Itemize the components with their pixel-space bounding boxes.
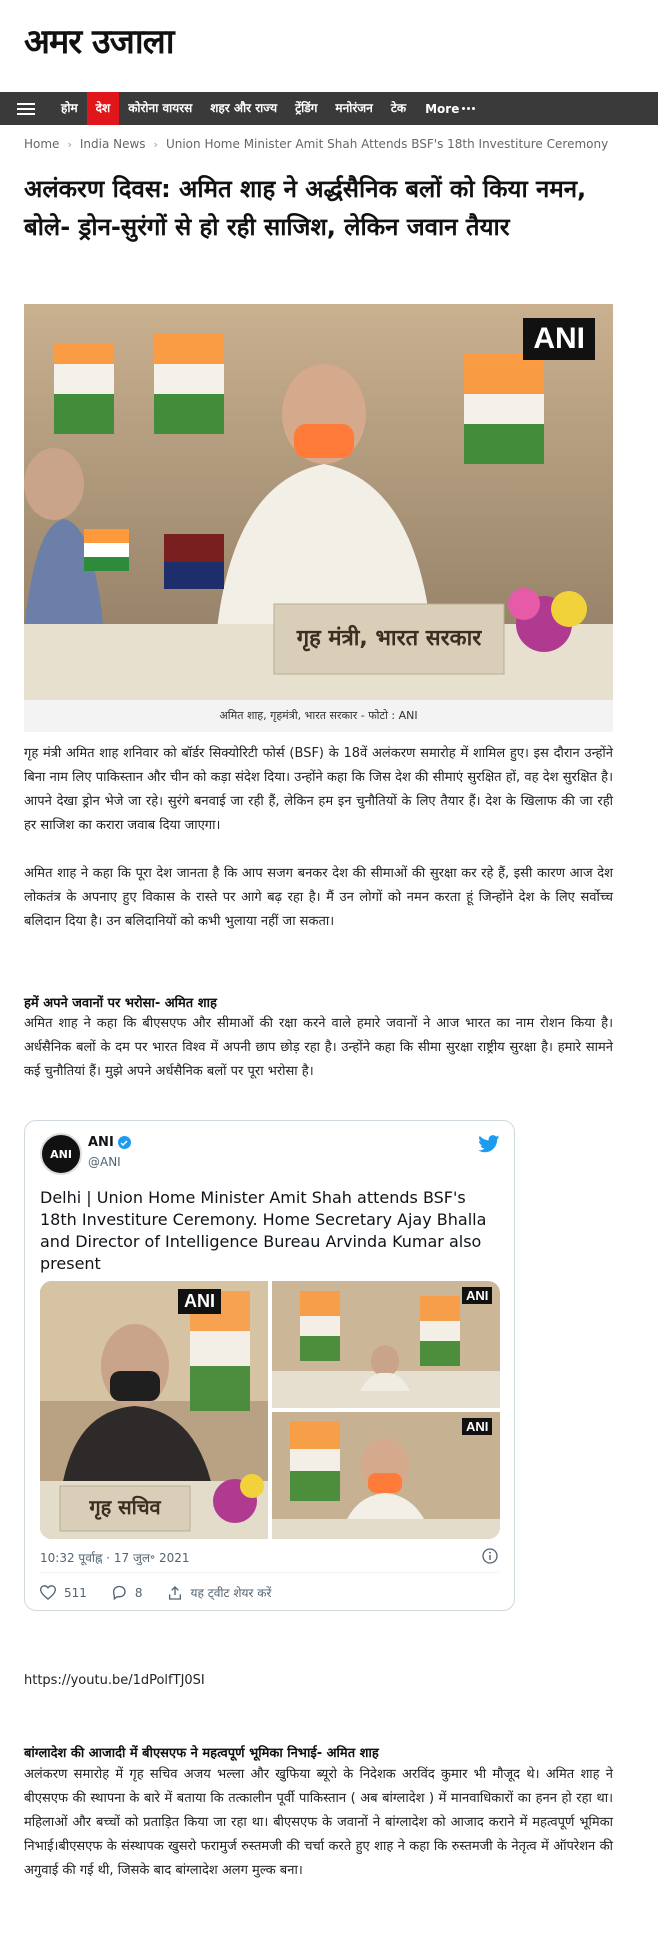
reply-count: 8 xyxy=(134,1585,143,1600)
share-label: यह ट्वीट शेयर करें xyxy=(190,1586,272,1600)
reply-button[interactable] xyxy=(111,1585,143,1600)
breadcrumb-india-news[interactable]: India News xyxy=(79,137,146,151)
tweet-media[interactable] xyxy=(40,1281,500,1539)
reply-icon xyxy=(111,1585,127,1600)
share-tweet-button[interactable] xyxy=(167,1584,272,1601)
twitter-bird-icon[interactable] xyxy=(478,1135,500,1157)
article-subheading-2: बांग्लादेश की आजादी में बीएसएफ ने महत्वपूर्ण भूमिका निभाई- अमित शाह xyxy=(24,1746,379,1761)
embedded-tweet[interactable] xyxy=(24,1120,515,1611)
nav-more-label: More xyxy=(425,101,460,116)
main-nav xyxy=(0,92,658,125)
like-count: 511 xyxy=(64,1585,87,1600)
nav-item-corona[interactable]: कोरोना वायरस xyxy=(128,101,193,115)
breadcrumb xyxy=(24,137,608,151)
nav-item-desh[interactable]: देश xyxy=(87,92,120,125)
breadcrumb-home[interactable]: Home xyxy=(24,137,60,151)
tweet-actions xyxy=(40,1584,271,1601)
tweet-divider xyxy=(40,1572,499,1573)
tweet-avatar[interactable]: ANI xyxy=(40,1133,82,1175)
tweet-media-placard: गृह सचिव xyxy=(89,1495,161,1519)
tweet-text: Delhi | Union Home Minister Amit Shah attends BSF's 18th Investiture Ceremony. Home Secretary Ajay Bhalla and Director of Intelligence Bureau Arvinda Kumar also present xyxy=(40,1188,487,1273)
tweet-timestamp[interactable]: 10:32 पूर्वाह्न · 17 जुल॰ 2021 xyxy=(40,1551,190,1565)
hamburger-icon xyxy=(17,103,35,115)
tweet-media-watermark-2: ANI xyxy=(462,1287,492,1304)
hero-caption: अमित शाह, गृहमंत्री, भारत सरकार - फोटो : ANI xyxy=(24,700,613,732)
chevron-right-icon: › xyxy=(67,137,72,151)
chevron-right-icon: › xyxy=(153,137,158,151)
tweet-media-watermark-3: ANI xyxy=(462,1418,492,1435)
youtube-link[interactable]: https://youtu.be/1dPolfTJ0SI xyxy=(24,1673,205,1688)
verified-badge-icon xyxy=(118,1136,131,1149)
article-headline: अलंकरण दिवस: अमित शाह ने अर्द्धसैनिक बलों को किया नमन, बोले- ड्रोन-सुरंगों से हो रही साजिश, लेकिन जवान तैयार xyxy=(24,175,587,241)
info-icon[interactable] xyxy=(482,1548,498,1568)
nav-item-tech[interactable]: टेक xyxy=(390,101,407,115)
nav-more-button[interactable] xyxy=(415,102,485,116)
ani-watermark: ANI xyxy=(523,318,595,360)
article-paragraph-2: अमित शाह ने कहा कि पूरा देश जानता है कि आप सजग बनकर देश की सीमाओं की सुरक्षा कर रहे हैं, इसी कारण आज देश लोकतंत्र के अपनाए हुए विकास के रास्ते पर आगे बढ़ रहा है। मैं उन लोगों को नमन करता हूं जिन्होंने देश के लिए सर्वोच्च बलिदान दिया है। उन बलिदानियों को कभी भुलाया नहीं जा सकता। xyxy=(24,866,613,929)
breadcrumb-current: Union Home Minister Amit Shah Attends BSF's 18th Investiture Ceremony xyxy=(165,137,609,151)
tweet-media-watermark-1: ANI xyxy=(178,1289,221,1314)
article-paragraph-3: अमित शाह ने कहा कि बीएसएफ और सीमाओं की रक्षा करने वाले हमारे जवानों ने आज भारत का नाम रोशन किया है। अर्धसैनिक बलों के दम पर भारत विश्व में अपनी छाप छोड़ रहा है। उन्होंने कहा कि सीमा सुरक्षा राष्ट्रीय सुरक्षा है। हमारे सामने कई चुनौतियां हैं। मुझे अपने अर्धसैनिक बलों पर पूरा भरोसा है। xyxy=(24,1016,613,1079)
article-paragraph-4: अलंकरण समारोह में गृह सचिव अजय भल्ला और खुफिया ब्यूरो के निदेशक अरविंद कुमार भी मौजूद थे। अमित शाह ने बीएसएफ की स्थापना के बारे में बताया कि तत्कालीन पूर्वी पाकिस्तान ( अब बांग्लादेश ) में मानवाधिकारों का हनन हो रहा था। महिलाओं और बच्चों को प्रताड़ित किया जा रहा था। बीएसएफ के जवानों ने बांग्लादेश को आजाद कराने में महत्वपूर्ण भूमिका निभाई।बीएसएफ के संस्थापक खुसरो फरामुर्ज रुस्तमजी की चर्चा करते हुए शाह ने कहा कि रुस्तमजी के नेतृत्व में ऑपरेशन की अगुवाई की गई थी, जिसके बाद बांग्लादेश अलग मुल्क बना। xyxy=(24,1767,613,1878)
nav-item-home[interactable]: होम xyxy=(61,101,78,115)
share-icon xyxy=(167,1585,183,1601)
article-subheading-1: हमें अपने जवानों पर भरोसा- अमित शाह xyxy=(24,996,217,1011)
site-logo[interactable]: अमर उजाला xyxy=(24,22,174,62)
heart-icon xyxy=(40,1585,56,1600)
tweet-author-name: ANI xyxy=(88,1135,114,1150)
hero-image[interactable] xyxy=(24,304,613,700)
menu-button[interactable] xyxy=(0,92,52,125)
hero-placard-text: गृह मंत्री, भारत सरकार xyxy=(296,626,482,651)
tweet-handle[interactable]: @ANI xyxy=(88,1155,121,1169)
like-button[interactable] xyxy=(40,1585,87,1600)
tweet-author[interactable] xyxy=(88,1135,131,1150)
nav-item-trending[interactable]: ट्रेंडिंग xyxy=(295,101,318,115)
more-dots-icon xyxy=(462,107,475,110)
nav-item-entertainment[interactable]: मनोरंजन xyxy=(335,101,373,115)
nav-item-city-state[interactable]: शहर और राज्य xyxy=(210,101,278,115)
article-paragraph-1: गृह मंत्री अमित शाह शनिवार को बॉर्डर सिक्योरिटी फोर्स (BSF) के 18वें अलंकरण समारोह में शामिल हुए। इस दौरान उन्होंने बिना नाम लिए पाकिस्तान और चीन को कड़ा संदेश दिया। उन्होंने कहा कि जिस देश की सीमाएं सुरक्षित हों, वह देश सुरक्षित है। आपने देखा ड्रोन भेजे जा रहे। सुरंगे बनवाई जा रही हैं, लेकिन हम इन चुनौतियों के लिए तैयार हैं। देश के खिलाफ की जा रही हर साजिश का करारा जवाब दिया जाएगा। xyxy=(24,746,613,833)
